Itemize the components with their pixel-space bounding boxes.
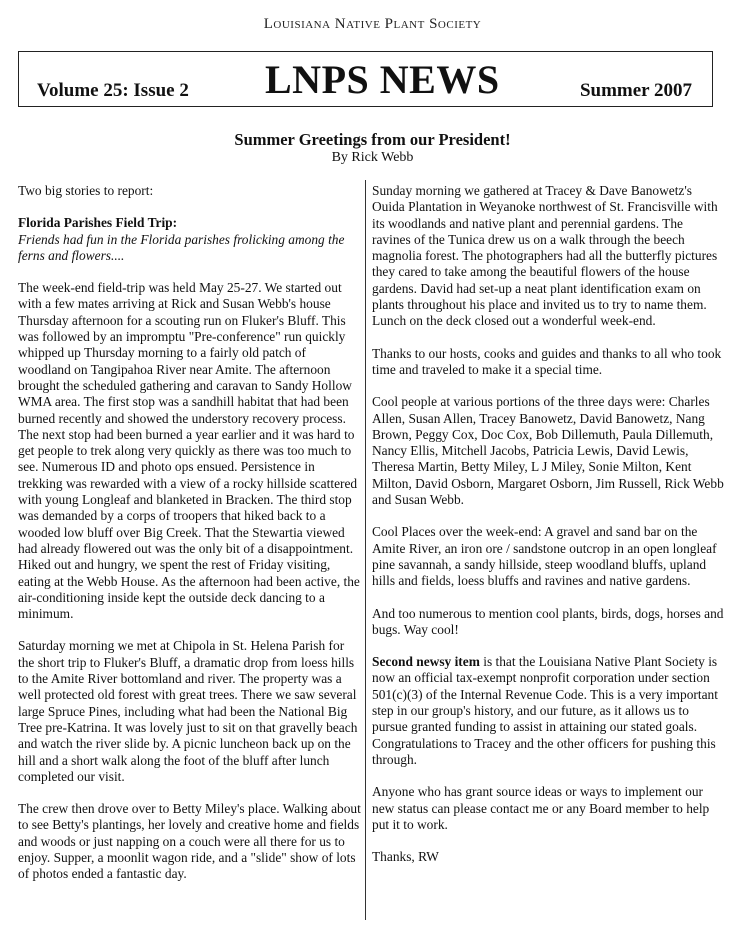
paragraph: The week-end field-trip was held May 25-27. We started out with a few mates arriving at Rick and Susan Webb's house Thursday afternoon for a scouting run on Fluker's Bluff. This was followed by an impromptu "Pre-conference" run quickly whipped up Thursday morning to a fairly old patch of woodland on Tangipahoa River near Amite. The afternoon brought the scheduled gathering and caravan to Sandy Hollow WMA area. The first stop was a sandhill habitat that had been burned recently and showed the understory recovery process. The next stop had been burned a year earlier and it was hard to get people to trek along very quickly as there was too much to see. Numerous ID and photo ops ensued. Persistence in trekking was rewarded with a view of a rocky hillside scattered with young Longleaf and blanketed in Bracken. The third stop was demanded by a corps of troopers that hiked back to a wooded low bluff over Big Creek. That the Stewartia viewed had already flowered out was the only bit of a disappointment. Hiked out and hungry, we spent the rest of Friday visiting, eating at the Webb House. As the afternoon had been active, the air-conditioning inside kept the outside deck dancing to a minimum. bbox=[18, 280, 360, 622]
paragraph: Saturday morning we met at Chipola in St. Helena Parish for the short trip to Fluker's Bluff, a dramatic drop from loess hills to the Amite River bottomland and river. The property was a well protected old forest with great trees. There we saw several large Spruce Pines, including what had been the National Big Tree pre-Katrina. It was lovely just to sit on that gravelly beach and watch the river slide by. A picnic luncheon back up on the hill and a short walk along the foot of the bluff after lunch completed our visit. bbox=[18, 638, 358, 784]
paragraph bbox=[372, 654, 724, 768]
paragraph: Cool Places over the week-end: A gravel and sand bar on the Amite River, an iron ore / sandstone outcrop in an open longleaf pine savannah, a sandy hillside, steep woodland bluffs, upland hills and fields, loess bluffs and ravines and native gardens. bbox=[372, 524, 717, 589]
second-item-text: is that the Louisiana Native Plant Society is now an official tax-exempt nonprofit corporation under section 501(c)(3) of the Internal Revenue Code. This is a very important step in our group's history, and our future, as it allows us to pursue granted funding to assist in attaining our stated goals. Congratulations to Tracey and the other officers for pushing this through. bbox=[372, 654, 718, 767]
left-column bbox=[18, 183, 362, 899]
article-headline: Summer Greetings from our President! bbox=[234, 130, 511, 149]
paragraph: Anyone who has grant source ideas or ways to implement our new status can please contact me or any Board member to help put it to work. bbox=[372, 784, 710, 832]
paragraph: Thanks to our hosts, cooks and guides and thanks to all who took time and traveled to make it a special time. bbox=[372, 345, 722, 377]
signoff: Thanks, RW bbox=[372, 849, 439, 865]
paragraph: Cool people at various portions of the three days were: Charles Allen, Susan Allen, Tracey Banowetz, David Banowetz, Nang Brown, Peggy Cox, Doc Cox, Bob Dillemuth, Paula Dillemuth, Nancy Ellis, Mitchell Jacobs, Patricia Lewis, David Lewis, Theresa Martin, Betty Miley, L J Miley, Sonie Milton, Kent Milton, David Osborn, Margaret Osborn, Jim Russell, Rick Webb and Susan Webb. bbox=[372, 394, 724, 508]
volume-issue: Volume 25: Issue 2 bbox=[37, 80, 189, 101]
paragraph: And too numerous to mention cool plants, birds, dogs, horses and bugs. Way cool! bbox=[372, 605, 724, 637]
issue-season: Summer 2007 bbox=[579, 80, 692, 101]
masthead bbox=[18, 51, 713, 107]
paragraph: Two big stories to report: bbox=[18, 183, 154, 198]
newsletter-title: LNPS NEWS bbox=[265, 57, 500, 102]
column-divider bbox=[365, 180, 366, 920]
second-item-lead: Second newsy item bbox=[372, 654, 480, 670]
article-byline: By Rick Webb bbox=[331, 150, 414, 165]
paragraph: The crew then drove over to Betty Miley's place. Walking about to see Betty's plantings, her lovely and creative home and fields and woods or just napping on a couch were all there for us to enjoy. Supper, a moonlit wagon ride, and a "slide" show of lots of photos ended a fantastic day. bbox=[18, 801, 361, 882]
right-column bbox=[372, 183, 724, 881]
paragraph: Sunday morning we gathered at Tracey & Dave Banowetz's Ouida Plantation in Weyanoke northwest of St. Francisville with its woodlands and native plant and perennial gardens. The ravines of the Tunica drew us on a walk through the beech magnolia forest. The photographers had all the butterfly pictures they cared to take among the beautiful flowers of the house gardens. David had set-up a neat plant identification exam on plants throughout his place and invited us to try to name them. Lunch on the deck closed out a wonderful week-end. bbox=[372, 183, 718, 329]
section-title: Florida Parishes Field Trip: bbox=[18, 215, 178, 231]
society-name: Louisiana Native Plant Society bbox=[263, 16, 482, 32]
section-intro: Friends had fun in the Florida parishes frolicking among the ferns and flowers.... bbox=[18, 231, 345, 263]
